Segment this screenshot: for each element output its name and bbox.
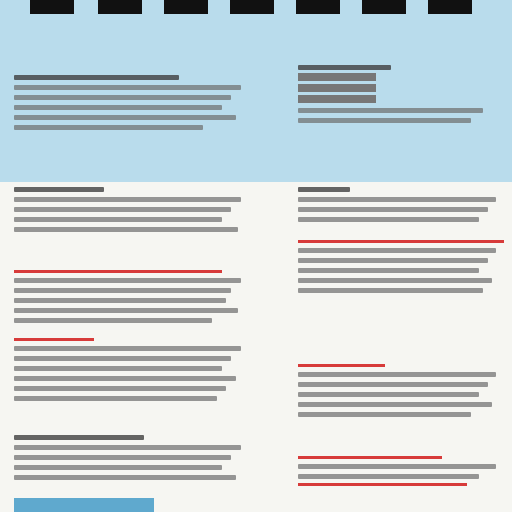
left-block-4	[14, 334, 250, 401]
bottom-image	[14, 498, 154, 512]
left-block-3	[14, 266, 250, 323]
right-block-2	[298, 182, 504, 222]
left-block-2	[14, 182, 250, 232]
right-block-3	[298, 236, 504, 293]
black-bar	[98, 0, 142, 14]
black-bar	[296, 0, 340, 14]
left-block-1	[14, 60, 250, 130]
right-block-4	[298, 360, 504, 417]
black-bar	[164, 0, 208, 14]
header-strip	[14, 28, 504, 46]
left-heading	[14, 60, 250, 70]
black-bar	[230, 0, 274, 14]
left-block-5	[14, 430, 250, 480]
right-block-1	[298, 60, 504, 123]
right-block-5	[298, 452, 504, 486]
black-bar	[362, 0, 406, 14]
black-bar	[428, 0, 472, 14]
black-bar	[30, 0, 74, 14]
